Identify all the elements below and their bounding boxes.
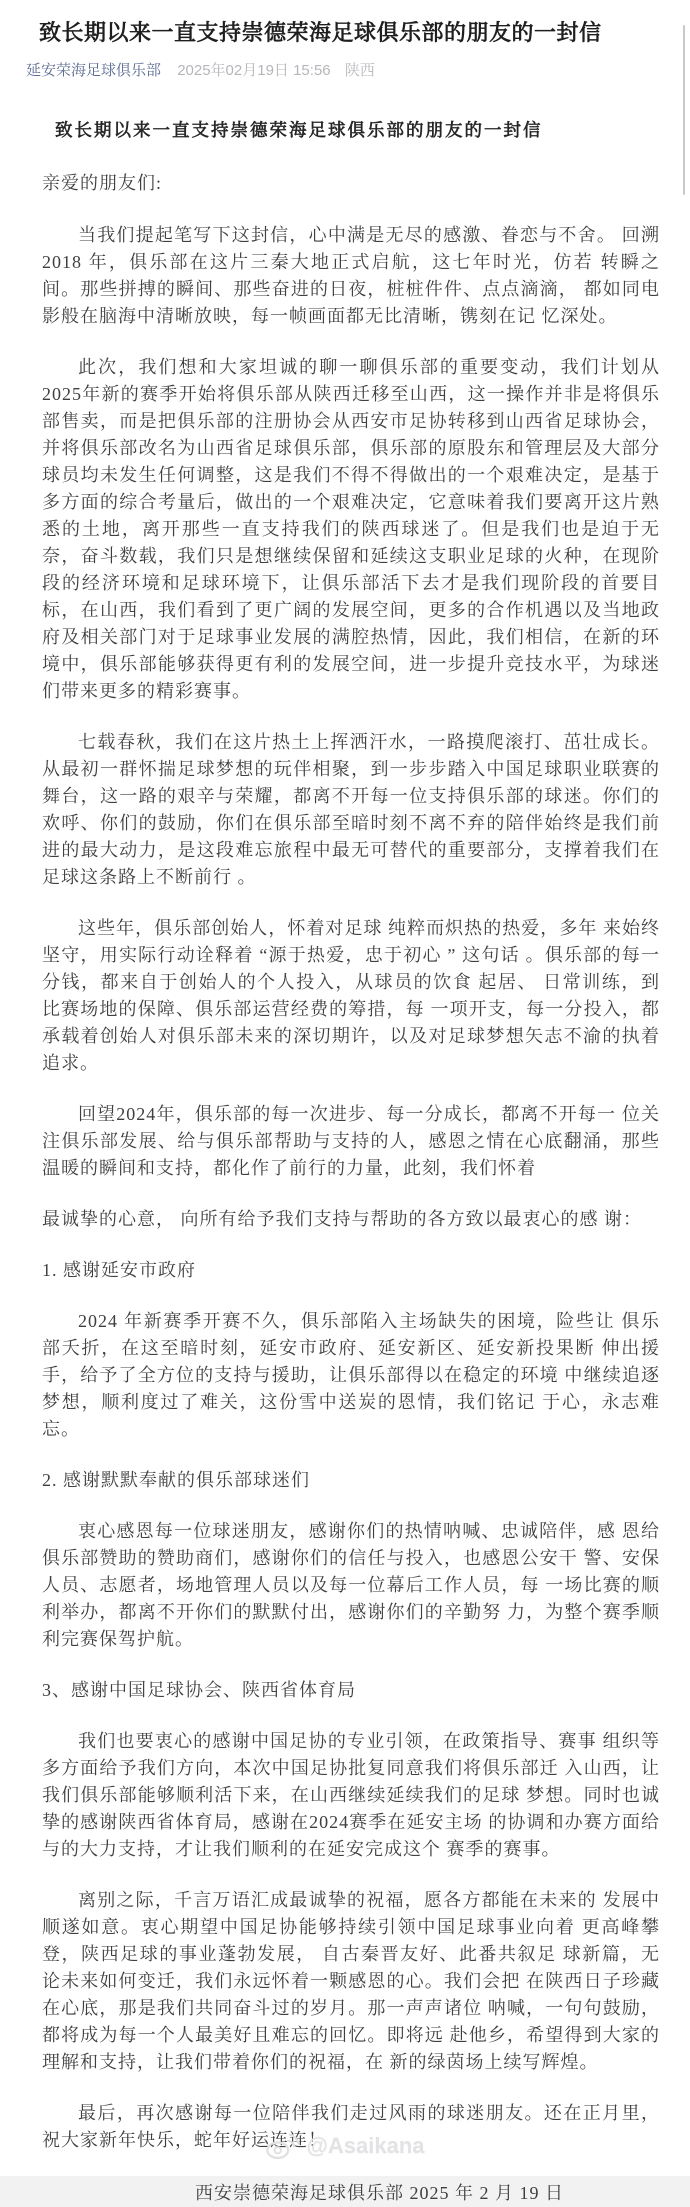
letter-paragraph: 此次，我们想和大家坦诚的聊一聊俱乐部的重要变动，我们计划从2025年新的赛季开始将俱乐部从陕西迁移至山西，这一操作并非是将俱乐部售卖，而是把俱乐部的注册协会从西安市足协转移到山西省足球协会，并将俱乐部改名为山西省足球俱乐部，俱乐部的原股东和管理层及大部分球员均未发生任何调整，这是我们不得不得做出的一个艰难决定，是基于多方面的综合考量后，做出的一个艰难决定，它意味着我们要离开这片熟悉的土地，离开那些一直支持我们的陕西球迷了。但是我们也是迫于无奈，奋斗数载，我们只是想继续保留和延续这支职业足球的火种，在现阶段的经济环境和足球环境下，让俱乐部活下去才是我们现阶段的首要目标，在山西，我们看到了更广阔的发展空间，更多的合作机遇以及当地政府及相关部门对于足球事业发展的满腔热情，因此，我们相信，在新的环境中，俱乐部能够获得更有利的发展空间，进一步提升竞技水平，为球迷们带来更多的精彩赛事。: [42, 357, 660, 701]
weibo-watermark: [265, 2131, 424, 2160]
letter-paragraph: 最后，再次感谢每一位陪伴我们走过风雨的球迷朋友。还在正月里， 祝大家新年快乐，蛇年好运连连！: [42, 2103, 660, 2150]
letter-signature: 西安崇德荣海足球俱乐部 2025 年 2 月 19 日: [195, 2183, 564, 2203]
letter-paragraph: 这些年，俱乐部创始人，怀着对足球 纯粹而炽热的热爱，多年 来始终坚守，用实际行动诠释着 “源于热爱，忠于初心 ” 这句话 。俱乐部的每一分钱，都来自于创始人的个人投入，从球员的饮食 起居、 日常训练，到比赛场地的保障、俱乐部运营经费的筹措，每 一项开支，每一分投入，都承载着创始人对俱乐部未来的深切期许，以及对足球梦想矢志不渝的执着追求。: [42, 918, 660, 1073]
thanks-heading-2: 2. 感谢默默奉献的俱乐部球迷们: [42, 1470, 310, 1490]
scrollbar-thumb[interactable]: [683, 25, 685, 195]
letter-paragraph: 我们也要衷心的感谢中国足协的专业引领，在政策指导、赛事 组织等多方面给予我们方向，本次中国足协批复同意我们将俱乐部迁 入山西，让我们俱乐部能够顺利活下来，在山西继续延续我们的足球 梦想。同时也诚挚的感谢陕西省体育局，感谢在2024赛季在延安主场 的协调和办赛方面给与的大力支持，才让我们顺利的在延安完成这个 赛季的赛事。: [42, 1731, 660, 1859]
letter-document: [0, 117, 690, 2207]
article-title: 致长期以来一直支持崇德荣海足球俱乐部的朋友的一封信: [39, 20, 602, 45]
weibo-logo-icon: [265, 2131, 299, 2160]
letter-paragraph: 最诚挚的心意， 向所有给予我们支持与帮助的各方致以最衷心的感 谢：: [42, 1209, 642, 1229]
article-header: [0, 0, 690, 81]
thanks-heading-1: 1. 感谢延安市政府: [42, 1260, 196, 1280]
thanks-heading-3: 3、感谢中国足球协会、陕西省体育局: [42, 1680, 356, 1700]
article-meta: [26, 60, 662, 81]
letter-paragraph: 当我们提起笔写下这封信，心中满是无尽的感激、眷恋与不舍。 回溯 2018 年，俱乐部在这片三秦大地正式启航，这七年时光，仿若 转瞬之间。那些拼搏的瞬间、那些奋进的日夜，桩桩件件、点点滴滴， 都如同电影般在脑海中清晰放映，每一帧画面都无比清晰，镌刻在记 忆深处。: [42, 225, 660, 326]
account-link[interactable]: 延安荣海足球俱乐部: [26, 62, 162, 79]
publish-date: 2025年02月19日 15:56: [177, 62, 331, 79]
letter-paragraph: 离别之际，千言万语汇成最诚挚的祝福，愿各方都能在未来的 发展中顺遂如意。衷心期望中国足协能够持续引领中国足球事业向着 更高峰攀登，陕西足球的事业蓬勃发展， 自古秦晋友好、此番共叙足 球新篇，无论未来如何变迁，我们永远怀着一颗感恩的心。我们会把 在陕西日子珍藏在心底，那是我们共同奋斗过的岁月。那一声声诸位 呐喊，一句句鼓励，都将成为每一个人最美好且难忘的回忆。即将远 赴他乡，希望得到大家的理解和支持，让我们带着你们的祝福，在 新的绿茵场上续写辉煌。: [42, 1890, 660, 2072]
publish-location: 陕西: [344, 62, 375, 79]
letter-paragraph: 七载春秋，我们在这片热土上挥洒汗水，一路摸爬滚打、茁壮成长。从最初一群怀揣足球梦想的玩伴相聚，到一步步踏入中国足球职业联赛的舞台，这一路的艰辛与荣耀，都离不开每一位支持俱乐部的球迷。你们的欢呼、你们的鼓励，你们在俱乐部至暗时刻不离不弃的陪伴始终是我们前进的最大动力，是这段难忘旅程中最无可替代的重要部分，支撑着我们在足球这条路上不断前行 。: [42, 732, 660, 887]
letter-paragraph: 衷心感恩每一位球迷朋友，感谢你们的热情呐喊、忠诚陪伴，感 恩给俱乐部赞助的赞助商们，感谢你们的信任与投入，也感恩公安干 警、安保人员、志愿者，场地管理人员以及每一位幕后工作人员，每 一场比赛的顺利举办，都离不开你们的默默付出，感谢你们的辛勤努 力，为整个赛季顺利完赛保驾护航。: [42, 1521, 660, 1649]
letter-salutation: 亲爱的朋友们:: [42, 173, 163, 193]
watermark-handle: @Asaikana: [306, 2132, 425, 2158]
letter-heading: 致长期以来一直支持崇德荣海足球俱乐部的朋友的一封信: [55, 120, 543, 140]
letter-paragraph: 2024 年新赛季开赛不久，俱乐部陷入主场缺失的困境，险些让 俱乐部夭折，在这至暗时刻，延安市政府、延安新区、延安新投果断 伸出援手，给予了全方位的支持与援助，让俱乐部得以在稳定的环境 中继续追逐梦想，顺利度过了难关，这份雪中送炭的恩情，我们铭记 于心，永志难忘。: [42, 1311, 660, 1439]
letter-paragraph: 回望2024年，俱乐部的每一次进步、每一分成长，都离不开每一 位关注俱乐部发展、给与俱乐部帮助与支持的人，感恩之情在心底翻涌，那些温暖的瞬间和支持，都化作了前行的力量，此刻，我们怀着: [42, 1104, 660, 1178]
